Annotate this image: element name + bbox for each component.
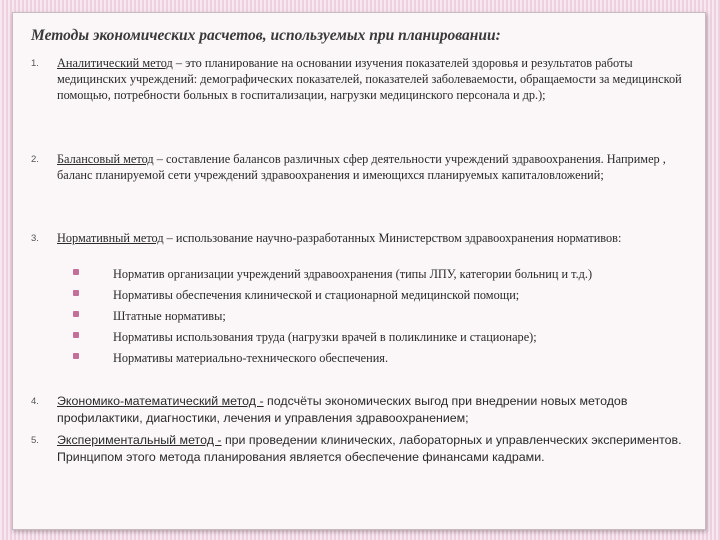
sublist-item <box>73 329 693 350</box>
item-number: 4. <box>31 396 39 407</box>
bullet-icon <box>73 269 79 275</box>
item-number: 2. <box>31 154 39 165</box>
method-description: – составление балансов различных сфер деятельности учреждений здравоохранения. Например , баланс планируемой сети учреждений здравоохранения и имеющихся планируемых капиталовложений; <box>57 152 666 182</box>
item-body <box>57 151 697 183</box>
sublist-item-text: Нормативы использования труда (нагрузки врачей в поликлинике и стационаре); <box>113 330 537 344</box>
item-number: 3. <box>31 233 39 244</box>
method-description: – использование научно-разработанных Министерством здравоохранения нормативов: <box>163 231 622 245</box>
sublist-item <box>73 266 693 287</box>
bullet-icon <box>73 332 79 338</box>
method-term: Балансовый метод <box>57 152 154 166</box>
slide-title: Методы экономических расчетов, используемых при планировании: <box>31 27 501 44</box>
method-term: Экономико-математический метод - <box>57 394 264 408</box>
method-term: Аналитический метод <box>57 56 173 70</box>
item-number: 1. <box>31 58 39 69</box>
item-body <box>57 55 697 103</box>
normative-sublist <box>73 266 693 371</box>
item-body <box>57 230 697 246</box>
method-description: подсчёты экономических выгод при внедрении новых методов профилактики, диагностики, лечения и управления здравоохранением; <box>57 394 628 425</box>
sublist-item <box>73 350 693 371</box>
sublist-item-text: Нормативы обеспечения клинической и стационарной медицинской помощи; <box>113 288 520 302</box>
sublist-item-text: Норматив организации учреждений здравоохранения (типы ЛПУ, категории больниц и т.д.) <box>113 267 593 281</box>
sublist-item-text: Штатные нормативы; <box>113 309 226 323</box>
sublist-item-text: Нормативы материально-технического обеспечения. <box>113 351 389 365</box>
bullet-icon <box>73 353 79 359</box>
sublist-item <box>73 308 693 329</box>
method-term: Нормативный метод <box>57 231 164 245</box>
method-term: Экспериментальный метод - <box>57 433 222 447</box>
method-description: – это планирование на основании изучения показателей здоровья и результатов работы медицинских учреждений: демографических показателей, показателей заболеваемости, обращаемости за медицинской помощью, потребности больных в госпитализации, нагрузки медицинского персонала и др.); <box>57 56 682 102</box>
method-description: при проведении клинических, лабораторных и управленческих экспериментов. Принципом этого метода планирования является обеспечение финансами кадрами. <box>57 433 682 464</box>
item-number: 5. <box>31 435 39 446</box>
item-body <box>57 393 697 427</box>
slide-card <box>12 12 706 530</box>
bullet-icon <box>73 311 79 317</box>
sublist-item <box>73 287 693 308</box>
item-body <box>57 432 697 466</box>
bullet-icon <box>73 290 79 296</box>
